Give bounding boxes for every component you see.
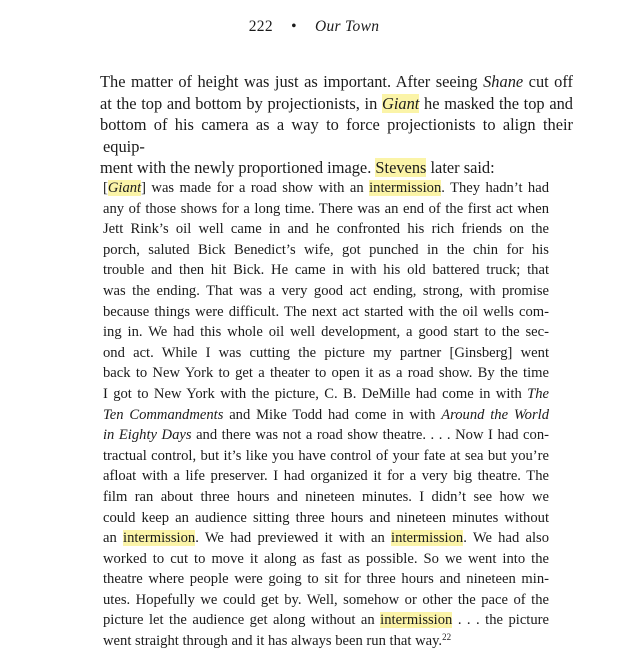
text-line [100,71,573,93]
running-header [0,18,628,36]
text-run: theatre where people were going to sit for three hours and nineteen min- [103,571,549,588]
text-run: Jett Rink’s oil well came in and he confronted his rich friends on the [103,221,549,238]
text-run: and there was not a road show theatre. . . . Now I had con- [191,427,549,444]
text-run: ond act. While I was cutting the picture my partner [Ginsberg] went [103,344,549,361]
text-run: I got to New York with the picture, C. B. DeMille had come in with [103,385,528,402]
text-line [103,199,549,220]
body-paragraph [100,71,573,179]
text-run: film ran about three hours and nineteen minutes. I didn’t see how we [103,488,549,505]
text-run: because things were difficult. The next act started with the oil wells com- [103,303,549,320]
text-run: ] was made for a road show with an [141,180,370,196]
text-line [103,302,549,323]
text-run: . We had previewed it with an [195,530,392,547]
text-line [103,363,549,384]
text-line [100,157,573,179]
highlighted-term: intermission [391,530,464,547]
text-line [103,590,549,611]
text-run: . . . the picture [452,612,549,629]
text-run: ing in. We had this whole oil well development, a good start to the sec- [103,324,549,341]
text-run: any of those shows for a long time. There was an end of the first act when [103,200,549,217]
text-line [100,114,573,157]
text-run: The matter of height was just as important. After seeing [100,72,484,91]
text-line [103,569,549,590]
text-run: [ [103,180,108,196]
text-line [103,178,549,199]
italic-title: The [527,385,549,402]
highlighted-term: intermission [380,612,453,629]
highlighted-term: Stevens [375,158,427,178]
text-run: . They hadn’t had [441,180,550,196]
text-line [103,487,549,508]
text-line [103,343,549,364]
highlighted-term: Giant [382,93,420,113]
text-run: utes. Hopefully we could get by. Well, somehow or other the pace of the [103,591,549,608]
italic-title: in Eighty Days [103,427,192,444]
page-number: 222 [248,18,273,35]
text-run: porch, saluted Bick Benedict’s wife, got punched in the chin for his [103,241,549,258]
text-line [103,631,549,652]
text-run: worked to cut to move it along as fast as possible. So we went into the [103,550,549,567]
text-run: trouble and then hit Bick. He came in with his old battered truck; that [103,262,549,279]
block-quote [103,178,549,652]
text-line [103,281,549,302]
text-line [103,610,549,631]
text-line [100,93,573,115]
running-title: Our Town [314,18,380,35]
text-run: bottom of his camera as a way to force projectionists to align their equip- [100,115,573,156]
text-run: afloat with a life preserver. I had organized it for a very big theatre. The [103,468,549,485]
text-line [103,528,549,549]
text-line [103,384,549,405]
text-line [103,240,549,261]
text-line [103,405,549,426]
text-line [103,549,549,570]
text-run: picture let the audience get along without an [103,612,381,629]
text-line [103,466,549,487]
text-run: and Mike Todd had come in with [223,406,442,423]
highlighted-term: Giant [107,180,142,196]
header-separator: • [291,18,297,35]
highlighted-term: intermission [123,530,196,547]
footnote-marker: 22 [442,632,452,643]
text-run: he masked the top and [419,93,573,113]
text-line [103,260,549,281]
text-run: was the ending. That was a very good act ending, strong, with promise [103,282,549,299]
italic-title: Around the World [441,406,550,423]
text-line [103,425,549,446]
text-line [103,446,549,467]
text-run: could keep an audience sitting three hours and nineteen minutes without [103,509,549,526]
text-run: later said: [426,158,495,178]
text-line [103,219,549,240]
text-run: back to New York to get a theater to open it as a road show. By the time [103,365,549,382]
text-run: at the top and bottom by projectionists, in [100,93,382,113]
highlighted-term: intermission [369,180,442,196]
italic-title: Shane [483,72,524,91]
text-line [103,508,549,529]
text-line [103,322,549,343]
italic-title: Ten Commandments [103,406,224,423]
text-run: cut off [523,72,573,91]
text-run: an [103,530,124,547]
text-run: tractual control, but it’s like you have control of your fate at sea but you’re [103,447,549,464]
text-run: ment with the newly proportioned image. [100,158,376,178]
text-run: went straight through and it has always been run that way. [103,633,443,650]
text-run: . We had also [463,530,549,547]
